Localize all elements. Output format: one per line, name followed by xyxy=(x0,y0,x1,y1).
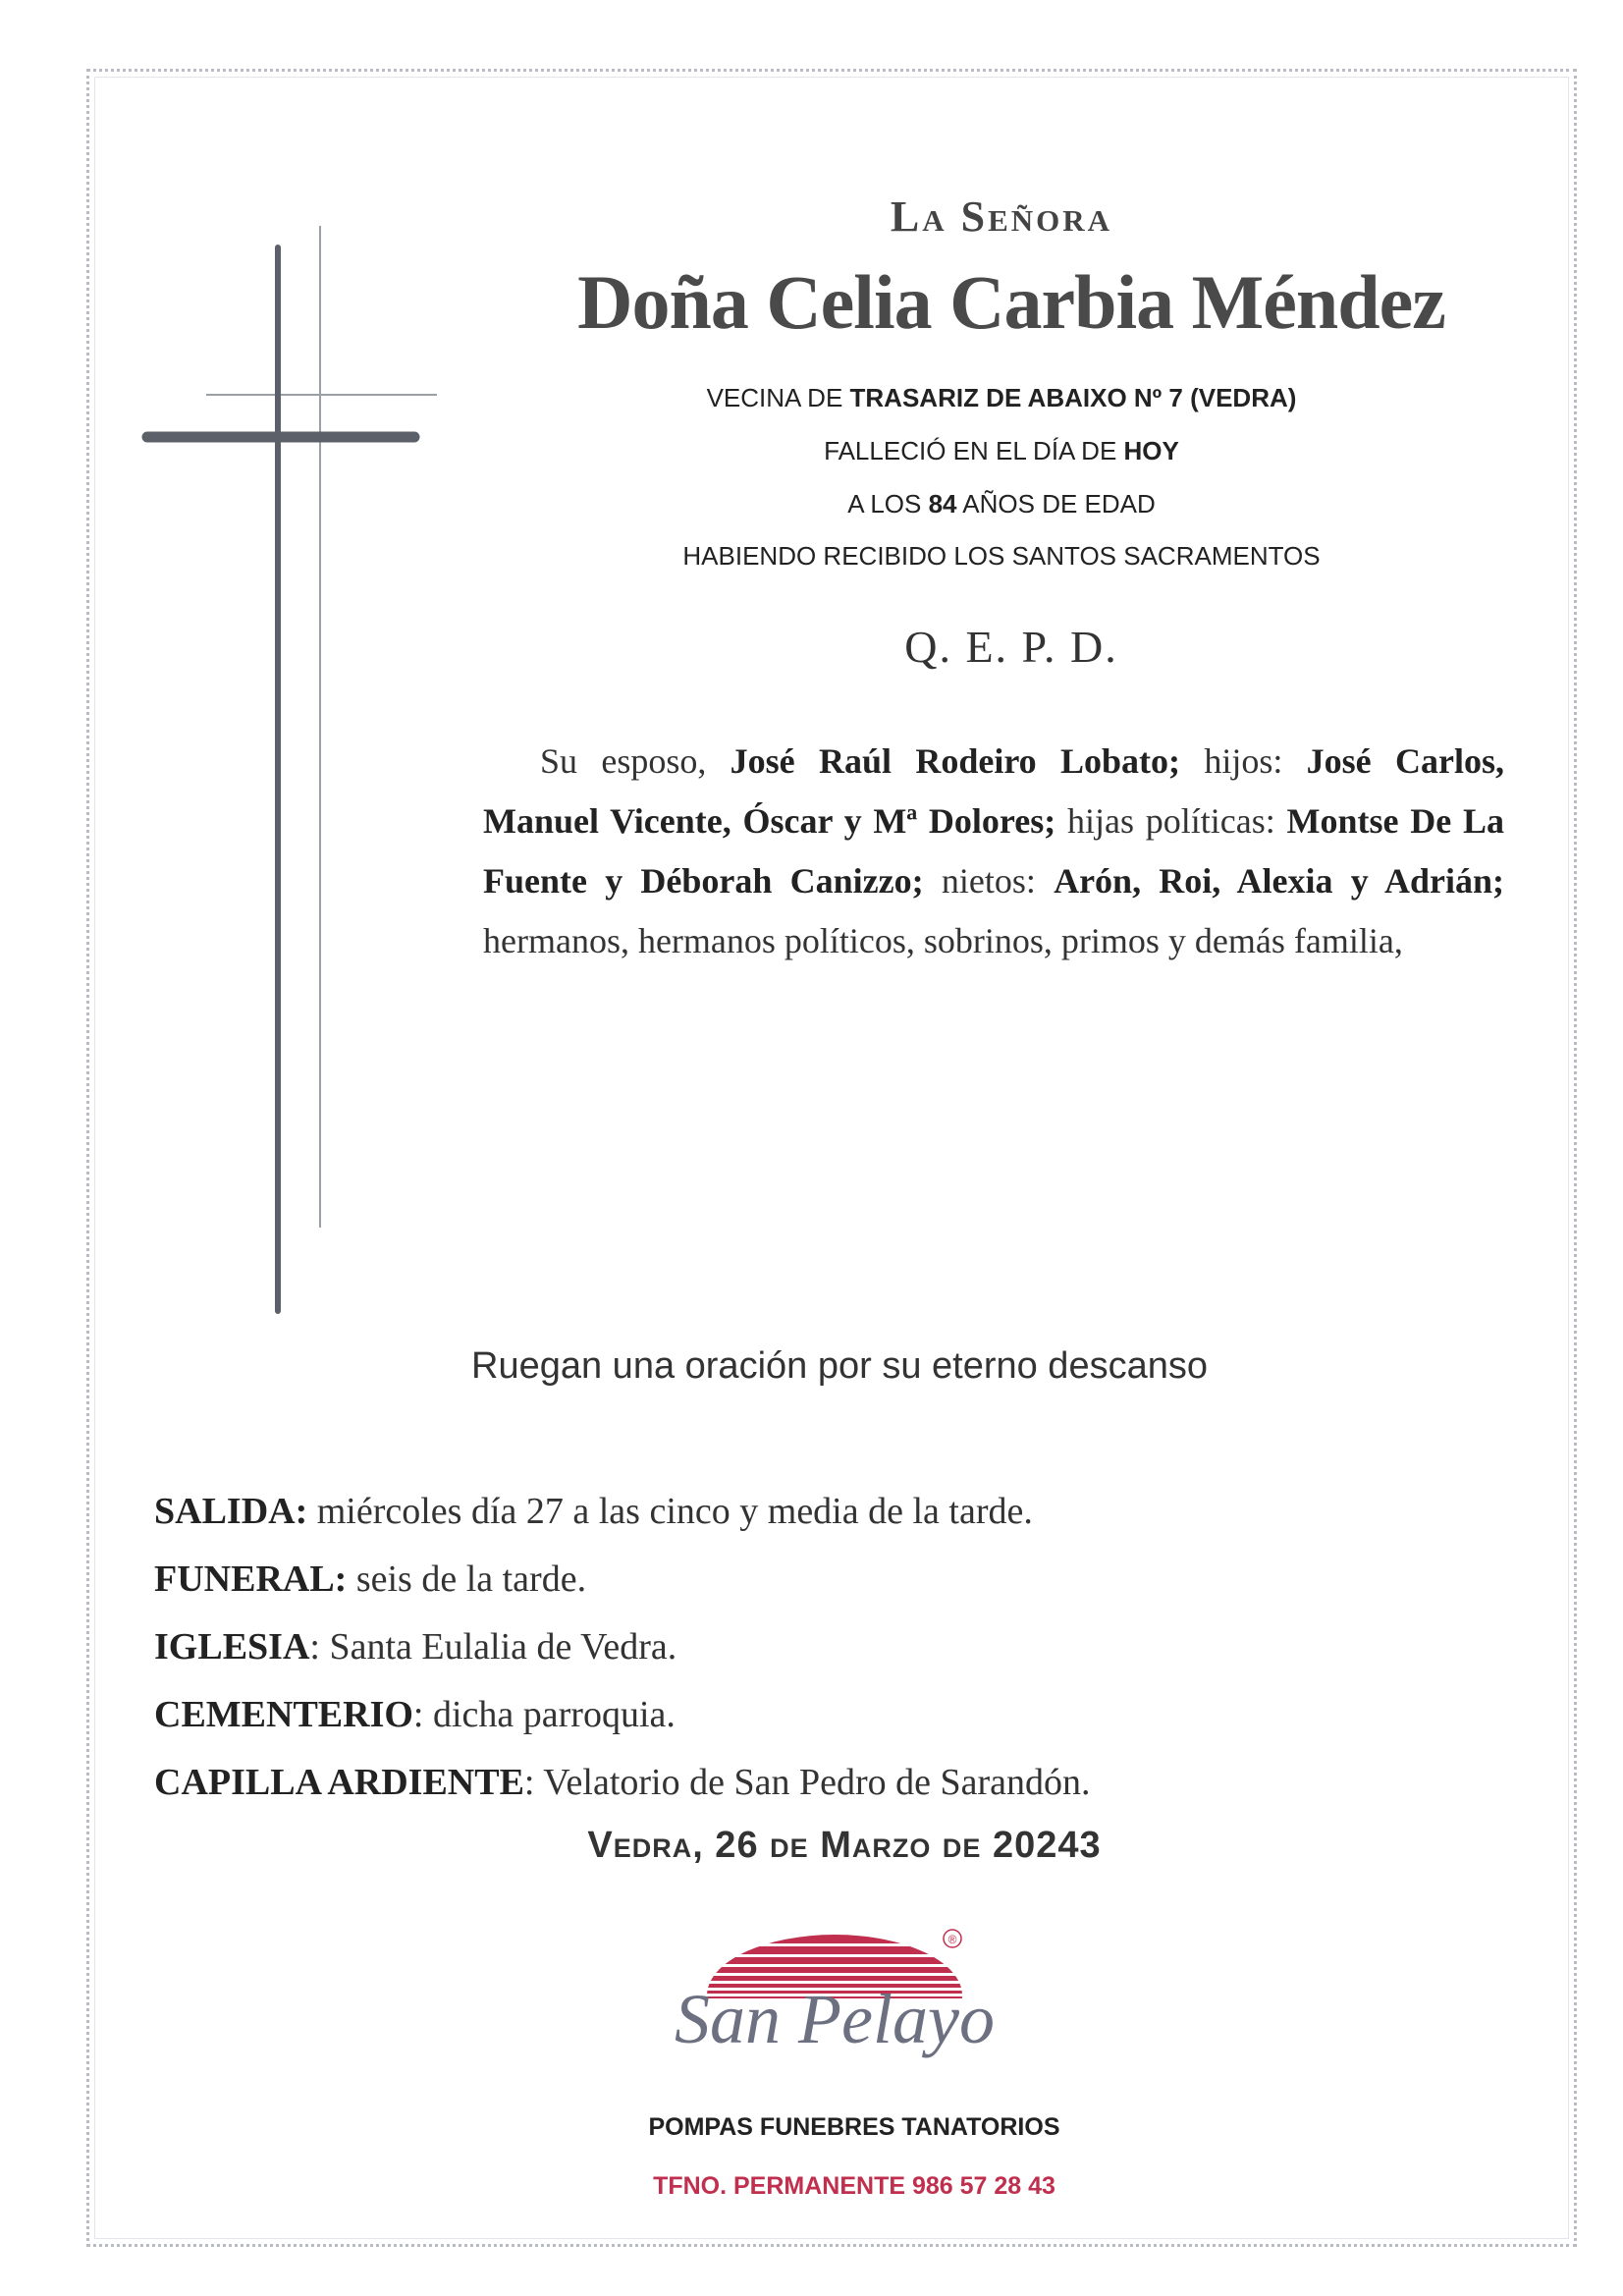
detail-cementerio: CEMENTERIO: dicha parroquia. xyxy=(154,1694,676,1735)
company-phone: TFNO. PERMANENTE 986 57 28 43 xyxy=(653,2172,1055,2200)
detail-funeral: FUNERAL: seis de la tarde. xyxy=(154,1558,587,1600)
deceased-name: Doña Celia Carbia Méndez xyxy=(577,259,1445,345)
detail-salida: SALIDA: miércoles día 27 a las cinco y media de la tarde. xyxy=(154,1491,1033,1532)
logo-text: San Pelayo xyxy=(675,1980,995,2058)
detail-capilla: CAPILLA ARDIENTE: Velatorio de San Pedro de Sarandón. xyxy=(154,1762,1091,1803)
company-logo xyxy=(658,1925,1011,2082)
info-line-residence: VECINA DE TRASARIZ DE ABAIXO Nº 7 (VEDRA) xyxy=(706,383,1297,412)
info-line-sacraments: HABIENDO RECIBIDO LOS SANTOS SACRAMENTOS xyxy=(682,541,1321,571)
detail-iglesia: IGLESIA: Santa Eulalia de Vedra. xyxy=(154,1626,677,1667)
ceremony-details xyxy=(154,1478,1509,1817)
company-name: POMPAS FUNEBRES TANATORIOS xyxy=(648,2113,1060,2141)
rip-text: Q. E. P. D. xyxy=(904,622,1118,672)
info-line-death: FALLECIÓ EN EL DÍA DE HOY xyxy=(824,436,1179,465)
info-line-age: A LOS 84 AÑOS DE EDAD xyxy=(847,489,1156,519)
registered-mark: ® xyxy=(947,1933,957,1946)
prayer-line: Ruegan una oración por su eterno descanso xyxy=(471,1345,1208,1387)
family-paragraph: Su esposo, José Raúl Rodeiro Lobato; hijos: José Carlos, Manuel Vicente, Óscar y Mª Dolores; hijas políticas: Montse De La Fuente y Déborah Canizzo; nietos: Arón, Roi, Alexia y Adrián; hermanos, hermanos políticos, sobrinos, primos y demás familia, xyxy=(483,741,1505,960)
title-label: La Señora xyxy=(890,192,1113,241)
cross-icon xyxy=(137,226,452,1326)
date-line: Vedra, 26 de Marzo de 20243 xyxy=(587,1825,1102,1866)
